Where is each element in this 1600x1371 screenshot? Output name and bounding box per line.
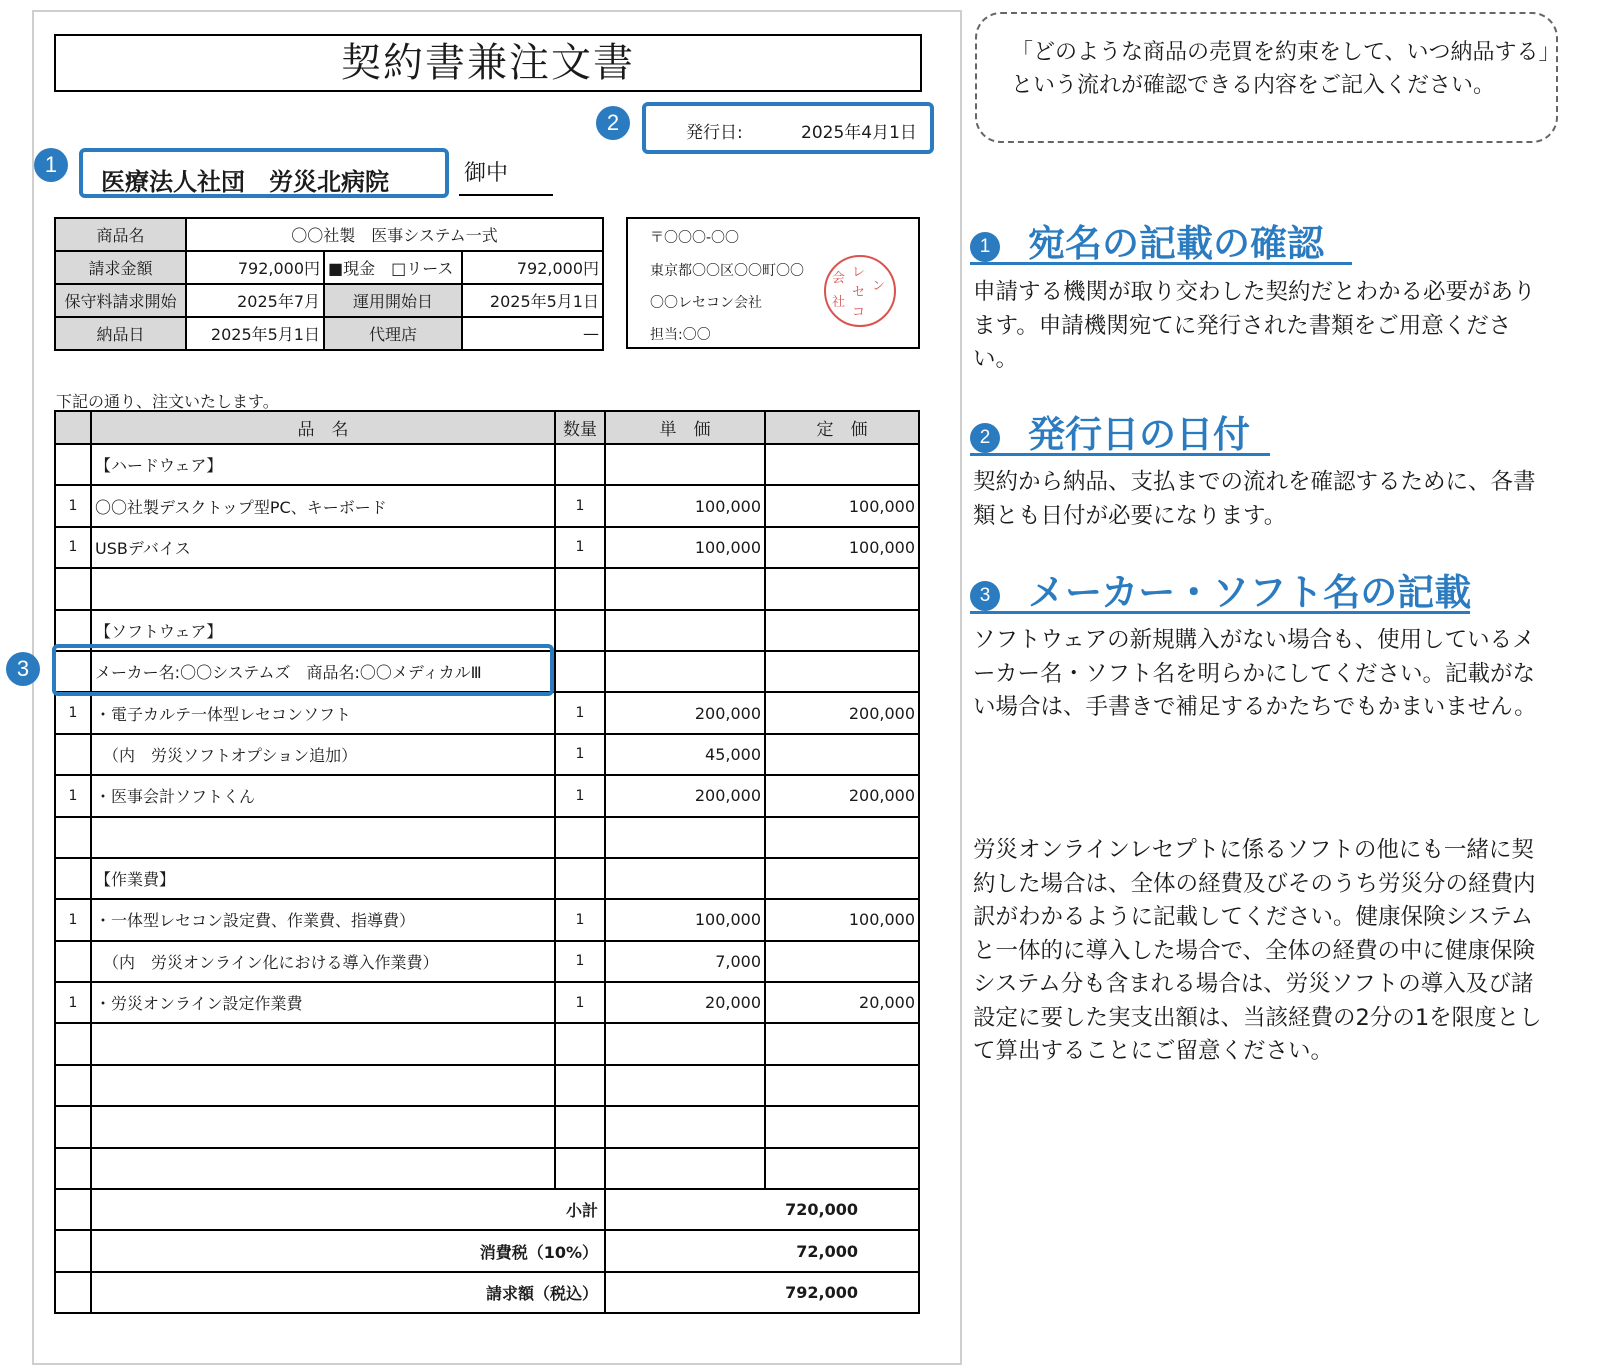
summary-table (54, 217, 604, 351)
item-qty (555, 651, 605, 692)
maintenance-start-value: 2025年7月 (186, 284, 324, 317)
item-qty (555, 817, 605, 858)
col-qty-header: 数量 (555, 411, 605, 444)
subtotal-value: 720,000 (605, 1189, 919, 1230)
payment-amount: 792,000円 (462, 251, 603, 284)
item-name: （内 労災ソフトオプション追加） (91, 734, 555, 775)
items-header-row (55, 411, 919, 444)
item-unit-price (605, 651, 765, 692)
item-list-price (765, 941, 919, 982)
section-title-1: 宛名の記載の確認 (1028, 222, 1324, 265)
item-row (55, 817, 919, 858)
order-note: 下記の通り、注文いたします。 (56, 392, 279, 411)
payment-method: ■現金 □リース (324, 251, 462, 284)
item-list-price (765, 817, 919, 858)
item-qty (555, 444, 605, 485)
item-list-price: 200,000 (765, 692, 919, 733)
item-name (91, 1023, 555, 1064)
item-row (55, 1106, 919, 1147)
item-unit-price: 100,000 (605, 527, 765, 568)
col-name-header: 品 名 (91, 411, 555, 444)
item-row (55, 568, 919, 609)
item-list-price: 20,000 (765, 982, 919, 1023)
item-list-price (765, 1106, 919, 1147)
addressee-highlight (79, 148, 449, 198)
item-list-price: 100,000 (765, 899, 919, 940)
item-row (55, 527, 919, 568)
item-row (55, 858, 919, 899)
subtotal-label: 小計 (91, 1189, 605, 1230)
item-no (55, 817, 91, 858)
item-list-price (765, 1023, 919, 1064)
tax-label: 消費税（10%） (91, 1230, 605, 1271)
item-row (55, 1065, 919, 1106)
item-row (55, 941, 919, 982)
item-qty: 1 (555, 941, 605, 982)
item-unit-price: 200,000 (605, 692, 765, 733)
section-title-3: メーカー・ソフト名の記載 (1028, 571, 1472, 614)
guide-note: 労災オンラインレセプトに係るソフトの他にも一緒に契約した場合は、全体の経費及びそのうち労災分の経費内訳がわかるように記載してください。健康保険システムと一体的に導入した場合で、全体の経費の中に健康保険システム分も含まれる場合は、労災ソフトの導入及び諸設定に要した実支出額は、当該経費の2分の1を限度として算出することにご留意ください。 (973, 837, 1542, 1064)
item-unit-price (605, 444, 765, 485)
item-unit-price: 200,000 (605, 775, 765, 816)
item-row (55, 692, 919, 733)
item-row (55, 1148, 919, 1189)
item-unit-price: 45,000 (605, 734, 765, 775)
item-list-price: 200,000 (765, 775, 919, 816)
item-name (91, 1148, 555, 1189)
item-name: 【ハードウェア】 (91, 444, 555, 485)
item-no (55, 734, 91, 775)
grand-total-label: 請求額（税込） (91, 1272, 605, 1313)
section-heading-2 (970, 404, 1270, 456)
item-no (55, 444, 91, 485)
item-row (55, 444, 919, 485)
item-no: 1 (55, 982, 91, 1023)
item-name: 【作業費】 (91, 858, 555, 899)
item-qty: 1 (555, 899, 605, 940)
item-row (55, 485, 919, 526)
item-name: USBデバイス (91, 527, 555, 568)
section-badge-2: 2 (970, 423, 1000, 453)
item-unit-price (605, 858, 765, 899)
honorific: 御中 (464, 161, 509, 186)
section-badge-1: 1 (970, 232, 1000, 262)
item-list-price: 100,000 (765, 485, 919, 526)
company-seal: 会 社 レ セ コ ン (824, 255, 896, 327)
item-list-price (765, 444, 919, 485)
item-qty (555, 1148, 605, 1189)
item-qty (555, 1023, 605, 1064)
item-qty (555, 1106, 605, 1147)
item-no: 1 (55, 775, 91, 816)
item-unit-price: 100,000 (605, 899, 765, 940)
item-no: 1 (55, 485, 91, 526)
item-unit-price (605, 1148, 765, 1189)
item-no (55, 1106, 91, 1147)
maker-name-highlight (52, 644, 554, 696)
item-unit-price (605, 568, 765, 609)
tax-value: 72,000 (605, 1230, 919, 1271)
item-no: 1 (55, 899, 91, 940)
col-no-header (55, 411, 91, 444)
item-no (55, 1065, 91, 1106)
section-body-1: 申請する機関が取り交わした契約だとわかる必要があります。申請機関宛てに発行された書類をご用意ください。 (973, 279, 1536, 372)
item-name: （内 労災オンライン化における導入作業費） (91, 941, 555, 982)
grand-total-value: 792,000 (605, 1272, 919, 1313)
item-name (91, 1106, 555, 1147)
item-list-price: 100,000 (765, 527, 919, 568)
badge-3: 3 (6, 652, 40, 686)
item-name (91, 1065, 555, 1106)
badge-1: 1 (34, 148, 68, 182)
item-no: 1 (55, 527, 91, 568)
issue-date-highlight (642, 102, 934, 154)
item-no (55, 1148, 91, 1189)
item-list-price (765, 610, 919, 651)
item-unit-price (605, 1065, 765, 1106)
issue-date-value: 2025年4月1日 (801, 123, 917, 143)
item-qty (555, 1065, 605, 1106)
document-title: 契約書兼注文書 (54, 34, 922, 92)
item-list-price (765, 1065, 919, 1106)
billing-amount-label: 請求金額 (55, 251, 186, 284)
section-title-2: 発行日の日付 (1028, 413, 1250, 456)
item-list-price (765, 651, 919, 692)
maintenance-start-label: 保守料請求開始 (55, 284, 186, 317)
item-list-price (765, 1148, 919, 1189)
billing-amount-value: 792,000円 (186, 251, 324, 284)
agent-label: 代理店 (324, 317, 462, 350)
item-no (55, 858, 91, 899)
tip-callout: 「どのような商品の売買を約束をして、いつ納品する」という流れが確認できる内容をご記入ください。 (975, 12, 1558, 143)
vendor-postal: 〒〇〇〇-〇〇 (650, 230, 740, 246)
badge-2: 2 (596, 106, 630, 140)
item-qty: 1 (555, 982, 605, 1023)
operation-start-label: 運用開始日 (324, 284, 462, 317)
contract-document (16, 10, 962, 1365)
item-name (91, 568, 555, 609)
section-body-3: ソフトウェアの新規購入がない場合も、使用しているメーカー名・ソフト名を明らかにしてください。記載がない場合は、手書きで補足するかたちでもかまいません。 (973, 627, 1537, 720)
item-unit-price: 7,000 (605, 941, 765, 982)
item-unit-price: 20,000 (605, 982, 765, 1023)
item-name (91, 817, 555, 858)
item-no: 1 (55, 692, 91, 733)
item-row (55, 982, 919, 1023)
item-list-price (765, 568, 919, 609)
section-body-2: 契約から納品、支払までの流れを確認するために、各書類とも日付が必要になります。 (973, 469, 1536, 529)
item-unit-price (605, 610, 765, 651)
total-row (55, 1189, 919, 1230)
item-name: ・労災オンライン設定作業費 (91, 982, 555, 1023)
item-name: ・一体型レセコン設定費、作業費、指導費） (91, 899, 555, 940)
vendor-contact: 担当:〇〇 (650, 327, 711, 343)
vendor-address: 東京都〇〇区〇〇町〇〇 (650, 263, 804, 279)
vendor-company: 〇〇レセコン会社 (650, 295, 762, 311)
product-name-value: 〇〇社製 医事システム一式 (186, 218, 603, 251)
operation-start-value: 2025年5月1日 (462, 284, 603, 317)
section-heading-1 (970, 213, 1352, 265)
item-qty: 1 (555, 734, 605, 775)
col-unit-price-header: 単 価 (605, 411, 765, 444)
item-name: ・電子カルテ一体型レセコンソフト (91, 692, 555, 733)
items-table (54, 410, 920, 1314)
item-row (55, 1023, 919, 1064)
item-row (55, 734, 919, 775)
item-qty: 1 (555, 775, 605, 816)
total-row (55, 1230, 919, 1271)
item-unit-price (605, 817, 765, 858)
item-no (55, 1023, 91, 1064)
item-unit-price (605, 1106, 765, 1147)
honorific-underline (459, 194, 553, 196)
section-badge-3: 3 (970, 581, 1000, 611)
item-unit-price (605, 1023, 765, 1064)
product-name-label: 商品名 (55, 218, 186, 251)
issue-date-label: 発行日: (686, 123, 743, 143)
item-name: 〇〇社製デスクトップ型PC、キーボード (91, 485, 555, 526)
item-row (55, 899, 919, 940)
item-qty (555, 858, 605, 899)
item-row (55, 775, 919, 816)
item-qty (555, 610, 605, 651)
item-list-price (765, 734, 919, 775)
item-qty: 1 (555, 485, 605, 526)
vendor-info (626, 217, 920, 349)
item-qty: 1 (555, 527, 605, 568)
item-qty (555, 568, 605, 609)
item-no (55, 568, 91, 609)
agent-value: — (462, 317, 603, 350)
item-name: ・医事会計ソフトくん (91, 775, 555, 816)
item-qty: 1 (555, 692, 605, 733)
col-list-price-header: 定 価 (765, 411, 919, 444)
item-no (55, 941, 91, 982)
item-name: 【ソフトウェア】 (91, 610, 555, 651)
item-name: メーカー名:〇〇システムズ 商品名:〇〇メディカルⅢ (91, 651, 555, 692)
item-list-price (765, 858, 919, 899)
item-unit-price: 100,000 (605, 485, 765, 526)
section-heading-3 (970, 562, 1470, 614)
delivery-date-label: 納品日 (55, 317, 186, 350)
addressee-name: 医療法人社団 労災北病院 (101, 168, 389, 196)
total-row (55, 1272, 919, 1313)
delivery-date-value: 2025年5月1日 (186, 317, 324, 350)
